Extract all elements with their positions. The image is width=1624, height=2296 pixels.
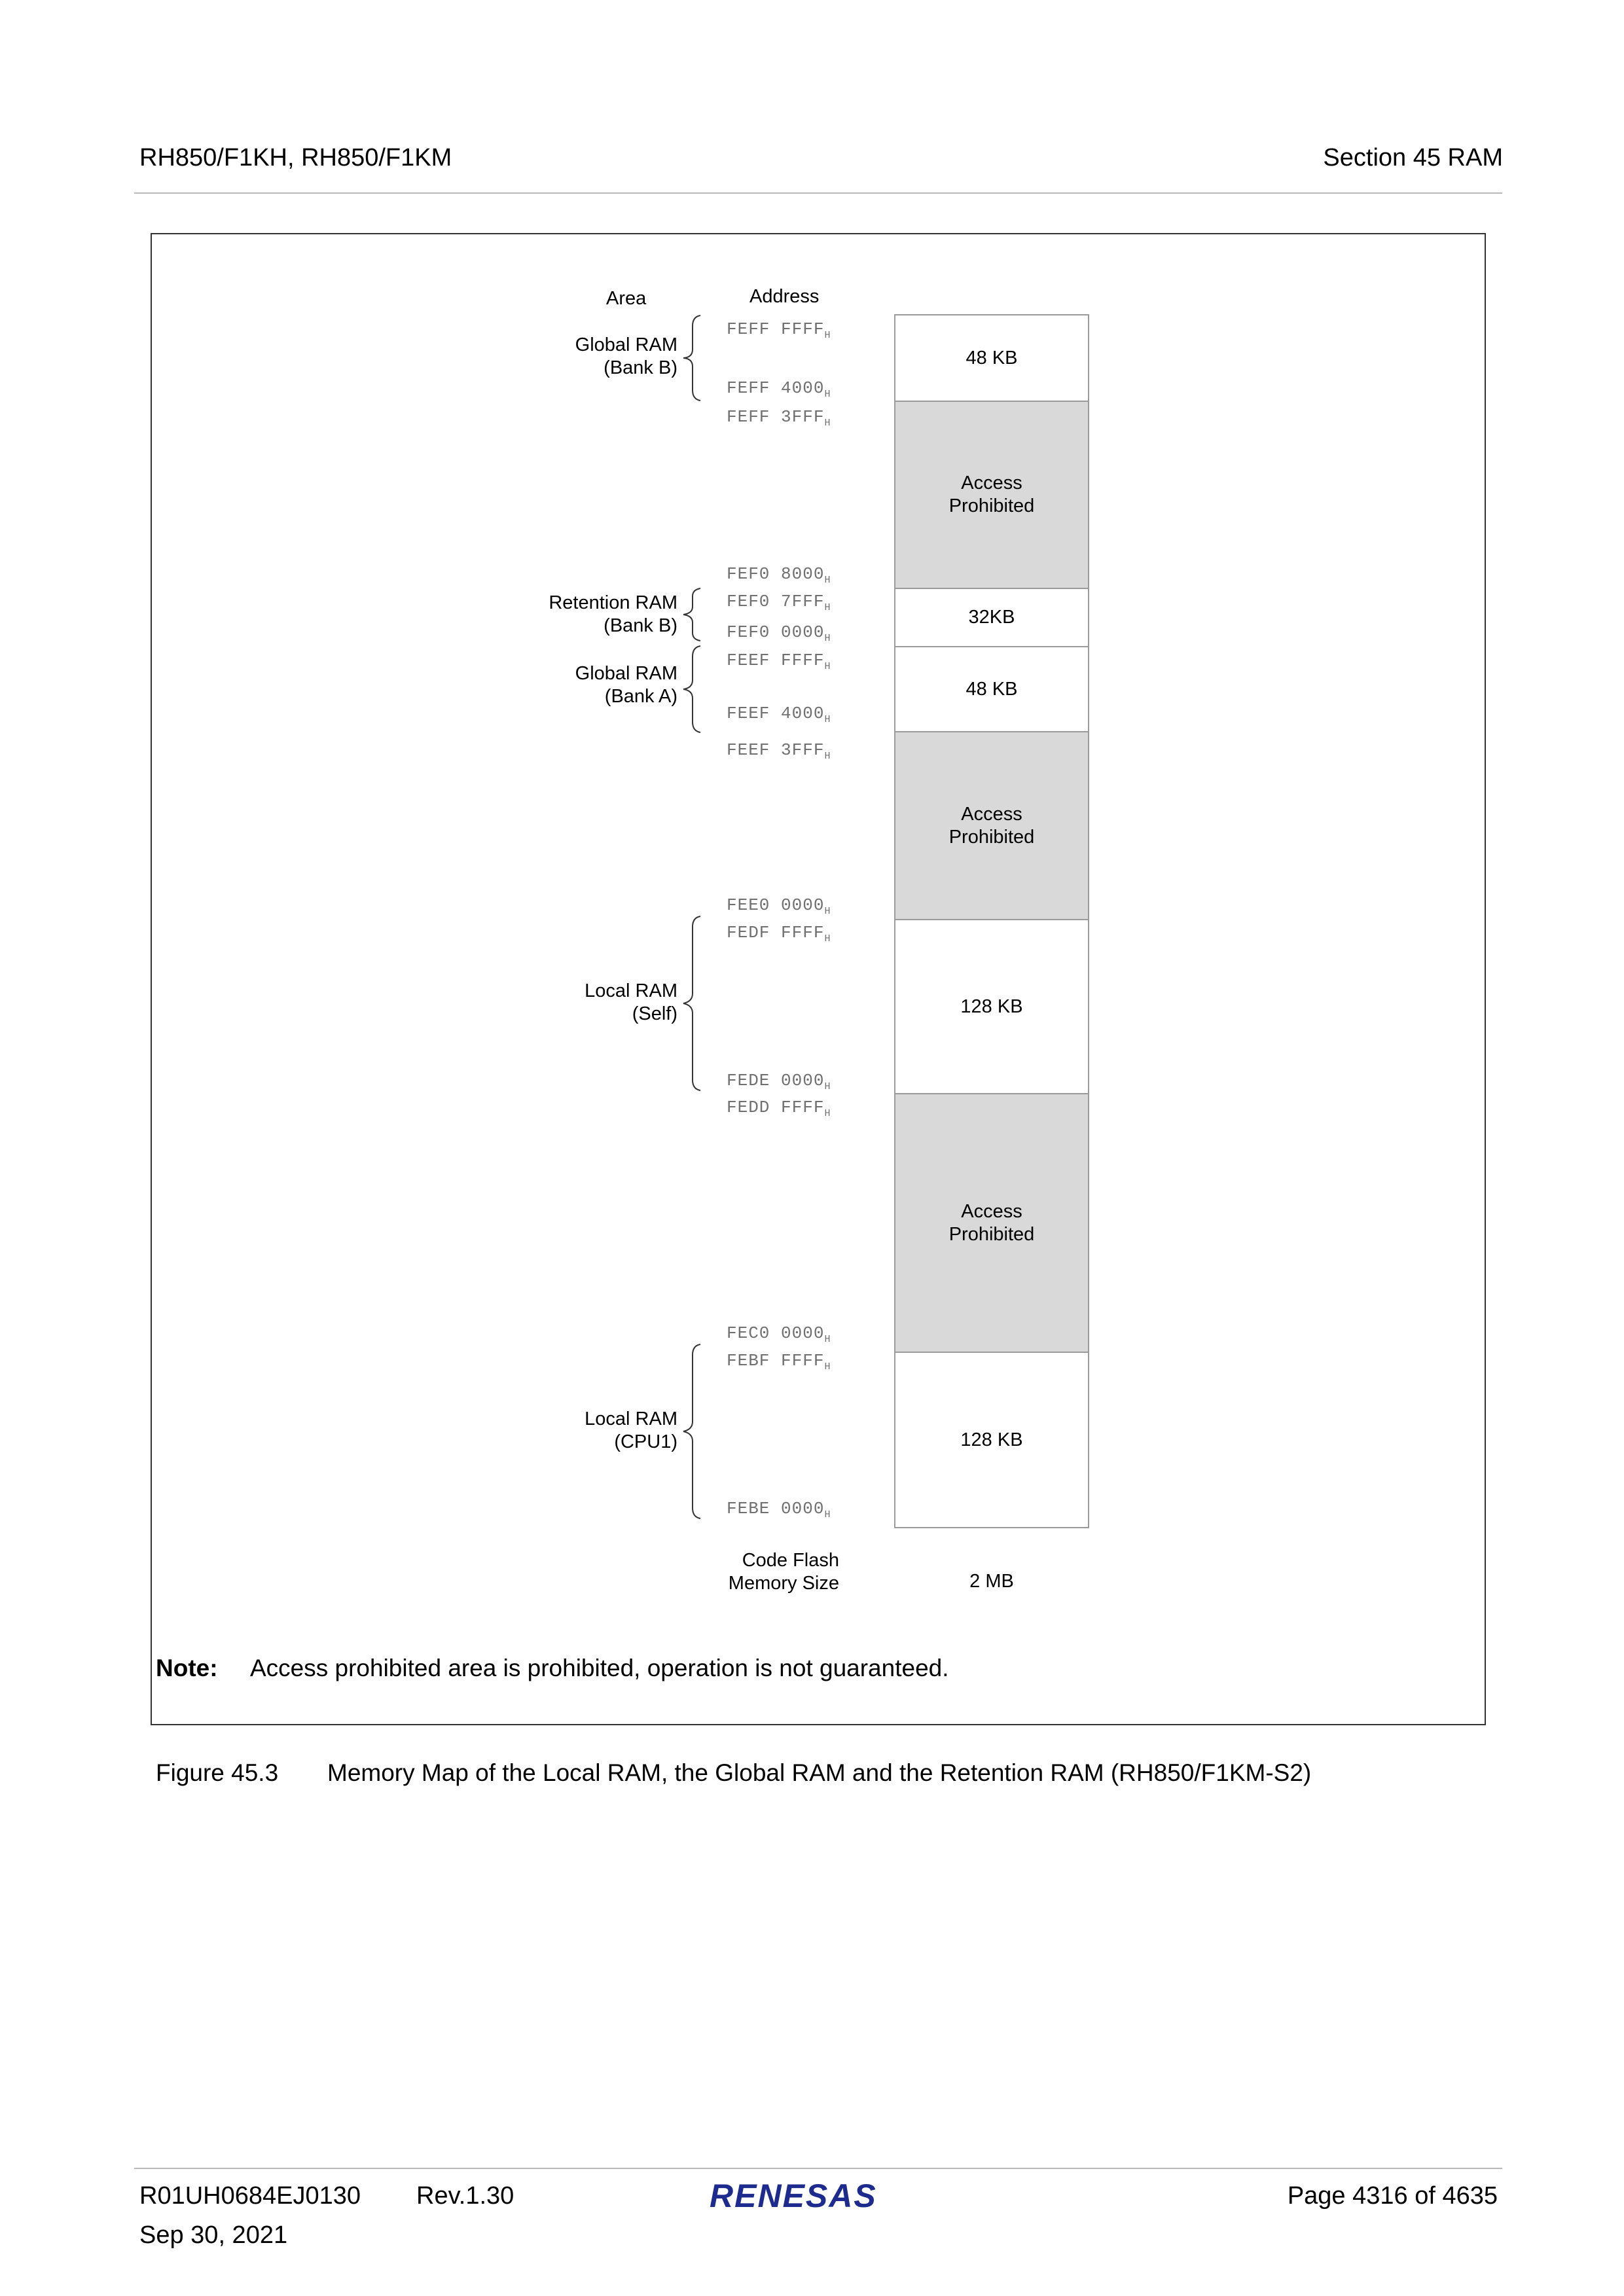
block-label: Prohibited — [948, 826, 1035, 848]
address-fef0-8000: FEF0 $8000_H$ — [727, 564, 831, 586]
area-label-line: Local RAM — [585, 1408, 677, 1429]
address-feff-4000: FEFF $4000_H$ — [727, 378, 831, 400]
address-fedd-ffff: FEDD $FFFF_H$ — [727, 1098, 831, 1119]
code-flash-label-line: Code Flash — [742, 1550, 839, 1571]
address-fee0-0000: FEE0 $0000_H$ — [727, 895, 831, 917]
block-label: Access — [961, 473, 1022, 493]
area-label-global-ram-bank-a — [403, 662, 677, 708]
brace-retention-ram-bank-b — [681, 587, 720, 642]
area-column-header: Area — [606, 288, 647, 309]
code-flash-label-line: Memory Size — [728, 1573, 839, 1594]
memory-block-access-prohibited — [894, 731, 1089, 920]
area-label-local-ram-cpu1 — [403, 1408, 677, 1454]
block-label: 128 KB — [960, 1429, 1023, 1450]
renesas-logo: RENESAS — [710, 2178, 877, 2214]
address-fedf-ffff: FEDF $FFFF_H$ — [727, 923, 831, 944]
figure-title: Memory Map of the Local RAM, the Global RAM and the Retention RAM (RH850/F1KM-S2) — [327, 1759, 1312, 1786]
address-fef0-7fff: FEF0 $7FFF_H$ — [727, 592, 831, 613]
area-label-retention-ram-bank-b — [403, 592, 677, 637]
memory-block-global-ram-bank-b — [894, 314, 1089, 402]
footer-rule — [134, 2168, 1502, 2169]
memory-block-access-prohibited — [894, 1093, 1089, 1353]
area-label-line: Retention RAM — [549, 592, 677, 613]
block-label: Prohibited — [948, 495, 1035, 516]
header-rule — [134, 192, 1502, 194]
block-label: 32KB — [968, 607, 1015, 628]
address-feef-ffff: FEEF $FFFF_H$ — [727, 651, 831, 672]
brace-global-ram-bank-a — [681, 645, 720, 734]
code-flash-size: 2 MB — [969, 1571, 1014, 1592]
area-label-global-ram-bank-b — [403, 334, 677, 380]
revision: Rev.1.30 — [416, 2182, 514, 2210]
memory-block-local-ram-cpu1 — [894, 1352, 1089, 1528]
running-header-section: Section 45 RAM — [1323, 144, 1503, 171]
document-number: R01UH0684EJ0130 — [139, 2182, 361, 2210]
code-flash-label — [668, 1549, 839, 1595]
memory-block-retention-ram-bank-b — [894, 588, 1089, 647]
area-label-line: Global RAM — [575, 334, 677, 355]
block-label: 48 KB — [965, 347, 1018, 368]
block-label: 48 KB — [965, 678, 1018, 700]
figure-number: Figure 45.3 — [156, 1759, 279, 1786]
address-feff-ffff: FEFF $FFFF_H$ — [727, 319, 831, 341]
block-label: 128 KB — [960, 996, 1023, 1017]
address-feef-3fff: FEEF $3FFF_H$ — [727, 740, 831, 762]
address-fec0-0000: FEC0 $0000_H$ — [727, 1323, 831, 1345]
brace-local-ram-cpu1 — [681, 1343, 720, 1520]
area-label-line: Local RAM — [585, 980, 677, 1001]
memory-block-access-prohibited — [894, 401, 1089, 589]
area-label-line: (Self) — [632, 1003, 677, 1024]
brace-global-ram-bank-b — [681, 314, 720, 403]
area-label-line: (Bank B) — [604, 615, 677, 636]
block-label: Access — [961, 1200, 1022, 1222]
note-text: Access prohibited area is prohibited, operation is not guaranteed. — [250, 1655, 949, 1681]
block-label: Access — [961, 803, 1022, 825]
address-febe-0000: FEBE $0000_H$ — [727, 1499, 831, 1520]
note-label: Note: — [156, 1655, 218, 1681]
page-number: Page 4316 of 4635 — [1287, 2182, 1498, 2210]
area-label-line: Global RAM — [575, 663, 677, 684]
address-feff-3fff: FEFF $3FFF_H$ — [727, 407, 831, 429]
area-label-line: (CPU1) — [614, 1431, 677, 1452]
address-feef-4000: FEEF $4000_H$ — [727, 704, 831, 725]
memory-block-global-ram-bank-a — [894, 646, 1089, 732]
address-fef0-0000: FEF0 $0000_H$ — [727, 622, 831, 644]
memory-block-local-ram-self — [894, 919, 1089, 1094]
address-column-header: Address — [749, 286, 820, 307]
brace-local-ram-self — [681, 915, 720, 1092]
address-febf-ffff: FEBF $FFFF_H$ — [727, 1351, 831, 1372]
publication-date: Sep 30, 2021 — [139, 2221, 288, 2249]
area-label-local-ram-self — [403, 980, 677, 1026]
area-label-line: (Bank B) — [604, 357, 677, 378]
address-fede-0000: FEDE $0000_H$ — [727, 1071, 831, 1092]
area-label-line: (Bank A) — [604, 686, 677, 707]
block-label: Prohibited — [948, 1223, 1035, 1245]
running-header-title: RH850/F1KH, RH850/F1KM — [139, 144, 452, 171]
